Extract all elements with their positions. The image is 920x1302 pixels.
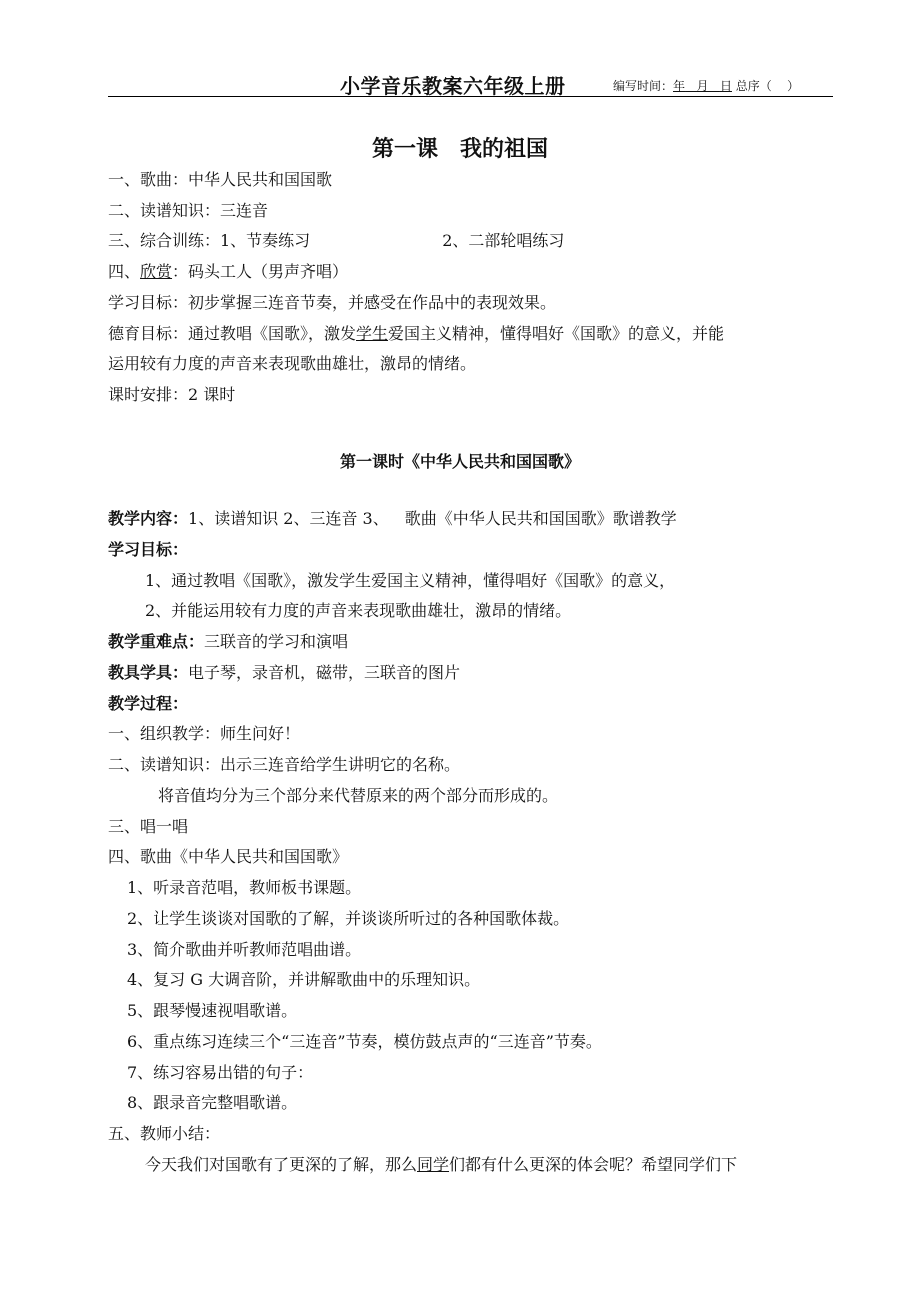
- period-content: [108, 511, 677, 527]
- summary-underlined: 同学: [417, 1155, 450, 1174]
- process-step-4: 四、歌曲《中华人民共和国国歌》: [108, 847, 349, 866]
- appreciation-rest: ：码头工人（男声齐唱）: [172, 262, 349, 281]
- summary-b: 们都有什么更深的体会呢？希望同学们下: [449, 1155, 738, 1174]
- content-label: 教学内容：: [108, 509, 189, 528]
- meta-month: 月: [696, 79, 709, 93]
- lesson-name: 我的祖国: [460, 137, 549, 162]
- period-process-label: 教学过程：: [108, 694, 189, 713]
- header-title: 小学音乐教案六年级上册: [340, 74, 566, 98]
- training-a: 三、综合训练：1、节奏练习: [108, 231, 311, 250]
- song-step: 5、跟琴慢速视唱歌谱。: [127, 1001, 298, 1020]
- header-meta: [613, 77, 799, 94]
- song-step: 4、复习 G 大调音阶，并讲解歌曲中的乐理知识。: [127, 970, 481, 989]
- key-text: 三联音的学习和演唱: [204, 632, 349, 651]
- overview-notation: 二、读谱知识：三连音: [108, 201, 269, 220]
- song-step: 6、重点练习连续三个“三连音”节奏，模仿鼓点声的“三连音”节奏。: [127, 1032, 602, 1051]
- moral-a: 德育目标：通过教唱《国歌》，激发: [108, 324, 357, 343]
- overview-hours: 课时安排：2 课时: [108, 385, 236, 404]
- moral-underlined: 学生: [356, 324, 389, 343]
- summary-text: [145, 1157, 737, 1173]
- process-step-1: 一、组织教学：师生问好！: [108, 724, 301, 743]
- song-step: 7、练习容易出错的句子：: [127, 1063, 314, 1082]
- process-step-2: 二、读谱知识：出示三连音给学生讲明它的名称。: [108, 755, 461, 774]
- song-step: 3、简介歌曲并听教师范唱曲谱。: [127, 940, 362, 959]
- overview-training: [108, 233, 564, 249]
- training-b: 2、二部轮唱练习: [442, 231, 565, 250]
- tools-label: 教具学具：: [108, 663, 189, 682]
- appreciation-underlined: 欣赏: [140, 262, 173, 281]
- period-title: 第一课时《中华人民共和国国歌》: [339, 452, 580, 471]
- content-b: 歌曲《中华人民共和国国歌》歌谱教学: [404, 509, 677, 528]
- period-goal-1: 1、通过教唱《国歌》，激发学生爱国主义精神，懂得唱好《国歌》的意义，: [145, 571, 676, 590]
- moral-b: 爱国主义精神，懂得唱好《国歌》的意义，并能: [388, 324, 725, 343]
- process-step-2-detail: 将音值均分为三个部分来代替原来的两个部分而形成的。: [158, 786, 559, 805]
- tools-text: 电子琴，录音机，磁带，三联音的图片: [188, 663, 461, 682]
- lesson-number: 第一课: [371, 137, 438, 162]
- appreciation-label: 四、: [108, 262, 141, 281]
- overview-moral-line1: [108, 326, 724, 342]
- period-goal-label: 学习目标：: [108, 540, 189, 559]
- meta-order: 总序（: [735, 79, 772, 93]
- key-label: 教学重难点：: [108, 632, 205, 651]
- overview-appreciation: [108, 264, 348, 280]
- song-step: 1、听录音范唱，教师板书课题。: [127, 878, 362, 897]
- page-header: [108, 66, 833, 97]
- song-step: 2、让学生谈谈对国歌的了解，并谈谈所听过的各种国歌体裁。: [127, 909, 570, 928]
- meta-day: 日: [719, 79, 732, 93]
- meta-close: ）: [787, 79, 800, 93]
- lesson-title: [0, 132, 920, 163]
- content-a: 1、读谱知识 2、三连音 3、: [188, 509, 389, 528]
- overview-song: 一、歌曲：中华人民共和国国歌: [108, 170, 333, 189]
- process-step-5: 五、教师小结：: [108, 1124, 221, 1143]
- summary-a: 今天我们对国歌有了更深的了解，那么: [145, 1155, 418, 1174]
- process-step-3: 三、唱一唱: [108, 817, 189, 836]
- meta-label: 编写时间：: [613, 79, 674, 93]
- overview-moral-line2: 运用较有力度的声音来表现歌曲雄壮，激昂的情绪。: [108, 354, 477, 373]
- overview-goal: 学习目标：初步掌握三连音节奏，并感受在作品中的表现效果。: [108, 293, 557, 312]
- period-goal-2: 2、并能运用较有力度的声音来表现歌曲雄壮，激昂的情绪。: [145, 601, 572, 620]
- period-tools: [108, 665, 460, 681]
- song-step: 8、跟录音完整唱歌谱。: [127, 1093, 298, 1112]
- period-key: [108, 634, 348, 650]
- meta-year: 年: [673, 79, 686, 93]
